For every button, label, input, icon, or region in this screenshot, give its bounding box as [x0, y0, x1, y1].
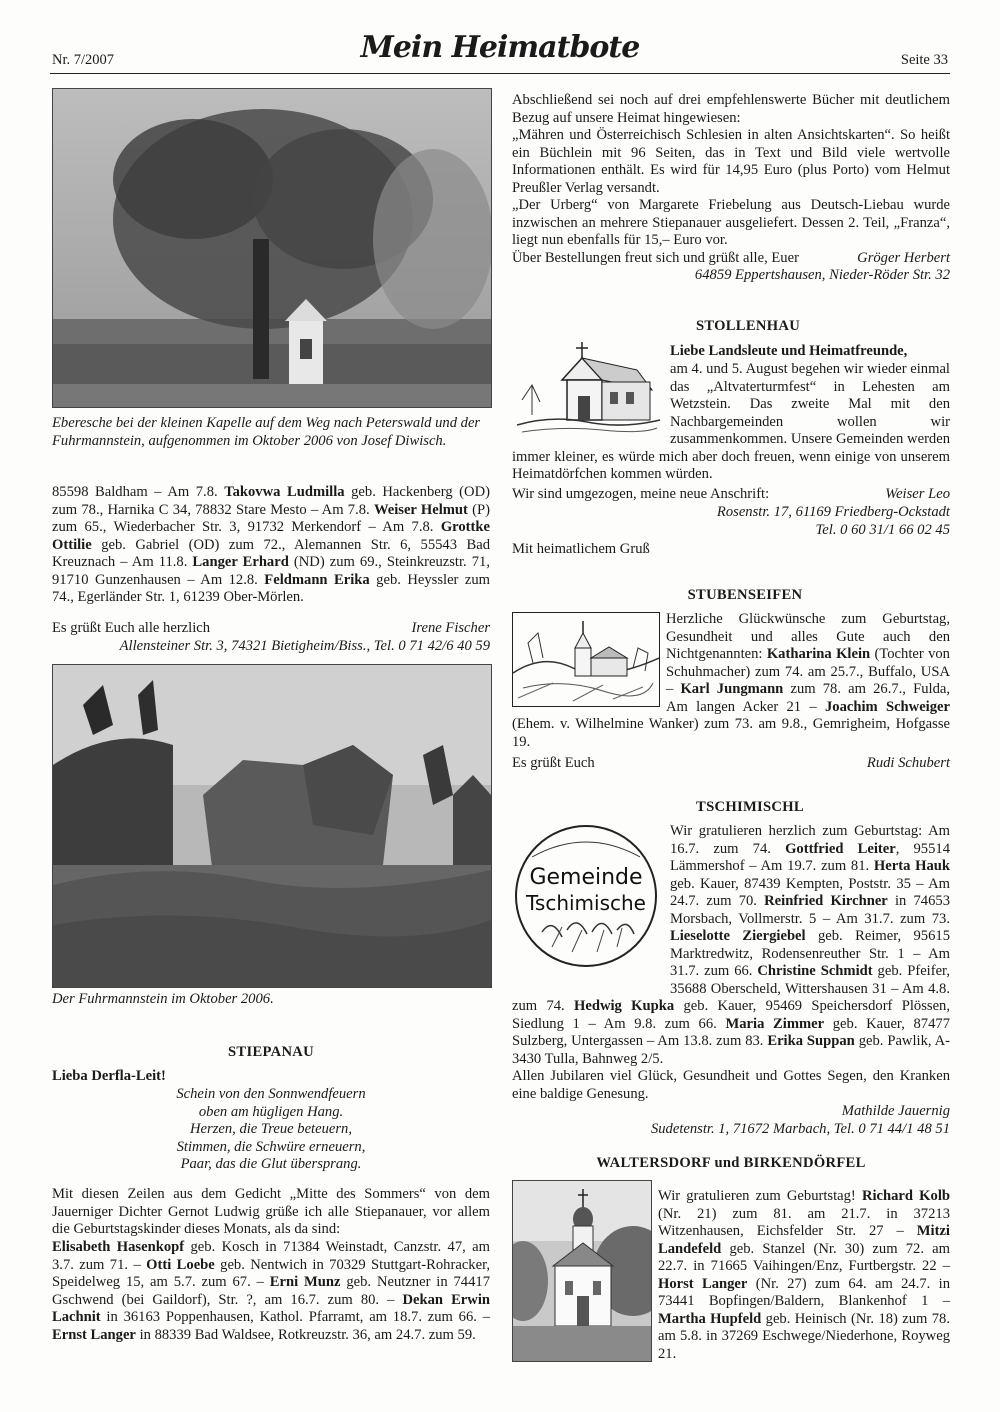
stollenhau-moved: Wir sind umgezogen, meine neue Anschrift:: [512, 486, 770, 502]
stollenhau-signature: Weiser Leo: [885, 486, 950, 502]
books-p3: „Der Urberg“ von Margarete Friebelung aus Deutsch-Liebau wurde inzwischen an mehrere Stiepanauer ausgeliefert. Dessen 2. Teil, „Franza“, liegt nun ebenfalls für 15,– Euro vor.: [512, 197, 950, 248]
poem-line: oben am hügligen Hang.: [198, 1103, 344, 1120]
poem-line: Herzen, die Treue beteuern,: [190, 1121, 352, 1137]
photo-tree-chapel: [52, 88, 492, 408]
stollenhau-tel: Tel. 0 60 31/1 66 02 45: [815, 522, 950, 538]
stiepanau-intro: Mit diesen Zeilen aus dem Gedicht „Mitte des Sommers“ von dem Jauerniger Dichter Gernot Ludwig grüße ich alle Stiepanauer, vor allem die Geburtstagskinder dieses Monats, als da sind:: [52, 1186, 490, 1237]
page-number: Seite 33: [900, 52, 948, 68]
svg-text:Gemeinde: Gemeinde: [529, 865, 643, 890]
stiepanau-title: STIEPANAU: [228, 1044, 314, 1060]
tschimischl-address: Sudetenstr. 1, 71672 Marbach, Tel. 0 71 44/1 48 51: [650, 1120, 950, 1137]
tschimischl-wish: Allen Jubilaren viel Glück, Gesundheit und Gottes Segen, den Kranken eine baldige Genesung.: [512, 1068, 950, 1102]
photo-fuhrmannstein: [52, 664, 492, 988]
stollenhau-salutation: Liebe Landsleute und Heimatfreunde,: [670, 343, 908, 359]
stiepanau-birthday-list: Elisabeth Hasenkopf geb. Kosch in 71384 Weinstadt, Canzstr. 47, am 3.7. zum 71. – Otti Loebe geb. Nentwich in 70329 Stuttgart-Rohracker, Speidelweg 15, am 5.7. zum 67. – Erni Munz geb. Neutzner in 74417 Gschwend (bei Gaildorf), Str. ?, am 16.7. zum 80. – Dekan Erwin Lachnit in 36163 Poppenhausen, Kathol. Pfarramt, am 18.7. zum 66. – Ernst Langer in 88339 Bad Waldsee, Rotkreuzstr. 36, am 24.7. zum 59.: [52, 1239, 490, 1343]
books-p1: Abschließend sei noch auf drei empfehlenswerte Bücher mit deutlichem Bezug auf unsere Heimat hingewiesen:: [512, 92, 950, 126]
stubenseifen-title: STUBENSEIFEN: [687, 587, 803, 603]
books-p4: Über Bestellungen freut sich und grüßt alle, Euer: [512, 249, 799, 266]
stollenhau-moved-row: [512, 486, 950, 504]
masthead-title: Mein Heimatbote: [360, 30, 640, 65]
greeting-signature: Irene Fischer: [411, 620, 490, 636]
poem-line: Stimmen, die Schwüre erneuern,: [176, 1138, 366, 1155]
greeting-row: [52, 620, 490, 638]
greeting-address: Allensteiner Str. 3, 74321 Bietigheim/Biss., Tel. 0 71 42/6 40 59: [119, 638, 490, 654]
waltersdorf-body: Wir gratulieren zum Geburtstag! Richard Kolb (Nr. 21) zum 81. am 21.7. in 37213 Witzenhausen, Eichsfelder Str. 27 – Mitzi Landefeld geb. Stanzel (Nr. 30) zum 72. am 22.7. in 71665 Vaihingen/Enz, Furtbergstr. 22 – Horst Langer (Nr. 27) zum 64. am 24.7. in 73441 Bopfingen/Baldern, Blankenhof 1 – Martha Hupfeld geb. Heinisch (Nr. 18) zum 78. am 5.8. in 37269 Eschwege/Niederhone, Royweg 21.: [658, 1188, 950, 1362]
stubenseifen-body: Herzliche Glückwünsche zum Geburtstag, Gesundheit und alles Gute auch den Nichtgenannten: Katharina Klein (Tochter von Schuhmacher) zum 74. am 25.7., Buffalo, USA – Karl Jungmann zum 78. am 26.7., Fulda, Am langen Acker 21 – Joachim Schweiger (Ehem. v. Wilhelmine Wanker) zum 73. am 9.8., Gemrigheim, Hofgasse 19.: [512, 611, 951, 750]
stubenseifen-greeting: Es grüßt Euch: [512, 755, 595, 771]
books-signature: Gröger Herbert: [857, 249, 950, 266]
issue-number: Nr. 7/2007: [52, 52, 115, 68]
tschimischl-title: TSCHIMISCHL: [696, 799, 804, 815]
header-rule: [50, 73, 950, 74]
stollenhau-closing: Mit heimatlichem Gruß: [512, 541, 650, 557]
photo2-caption: Der Fuhrmannstein im Oktober 2006.: [52, 991, 274, 1007]
stubenseifen-signature: Rudi Schubert: [866, 755, 950, 771]
tschimischl-body: Wir gratulieren herzlich zum Geburtstag: Am 16.7. zum 74. Gottfried Leiter, 95514 Lämmershof – Am 19.7. zum 81. Herta Hauk geb. Kauer, 87439 Kempten, Poststr. 35 – Am 24.7. zum 70. Reinfried Kirchner in 74653 Morsbach, Vollmerstr. 5 – Am 31.7. zum 73. Lieselotte Ziergiebel geb. Reimer, 95615 Marktredwitz, Rodensenreuther Str. 1 – Am 31.7. zum 66. Christine Schmidt geb. Pfeifer, 35688 Oberscheld, Wittershausen 31 – Am 4.8. zum 74. Hedwig Kupka geb. Kauer, 95469 Speichersdorf Plössen, Siedlung 1 – Am 9.8. zum 66. Maria Zimmer geb. Kauer, 87477 Sulzberg, Untergassen – Am 13.8. zum 83. Erika Suppan geb. Pawlik, A-3430 Tulla, Bahnweg 2/5. Allen Jubilaren viel Glück, Gesundheit und Gottes Segen, den Kranken eine baldige Genesung. Mathilde Jauernig Sudetenstr. 1, 71672 Marbach, Tel. 0 71 44/1 48 51: [512, 823, 950, 1137]
stollenhau-address: Rosenstr. 17, 61169 Friedberg-Ockstadt: [716, 504, 950, 520]
books-recommendation: [512, 92, 950, 285]
waltersdorf-title: WALTERSDORF und BIRKENDÖRFEL: [596, 1155, 866, 1171]
stollenhau-body: am 4. und 5. August begehen wir wieder einmal das „Altvaterturmfest“ in Lehesten am Wetzstein. Das zweite Mal mit den Nachbargemeinden wollen wir zusammenkommen. Unsere Gemeinden werden immer kleiner, es würde mich aber doch freuen, wenn einige von unserem Heimatdörfchen kommen würden.: [512, 361, 950, 482]
books-p2: „Mähren und Österreichisch Schlesien in alten Ansichtskarten“. So heißt ein Büchlein mit 96 Seiten, das in Text und Bild viele wertvolle Informationen enthält. Es wird für 14,95 Euro (plus Porto) vom Helmut Preußler Verlag versandt.: [512, 127, 950, 196]
photo-waltersdorf-chapel: [512, 1180, 652, 1362]
photo1-caption: Eberesche bei der kleinen Kapelle auf dem Weg nach Peterswald und der Fuhrmannstein, aufgenommen im Oktober 2006 von Josef Diwisch.: [52, 415, 481, 449]
books-address: 64859 Eppertshausen, Nieder-Röder Str. 32: [694, 267, 950, 283]
greeting-text: Es grüßt Euch alle herzlich: [52, 620, 211, 636]
stiepanau-poem: [52, 1086, 490, 1174]
tschimischl-signature: Mathilde Jauernig: [841, 1103, 950, 1119]
stollenhau-title: STOLLENHAU: [695, 318, 801, 334]
birthday-list-paragraph: 85598 Baldham – Am 7.8. Takovwa Ludmilla geb. Hackenberg (OD) zum 78., Harnika C 34, 78832 Stare Mesto – Am 7.8. Weiser Helmut (P) zum 65., Wiederbacher Str. 3, 91732 Merkendorf – Am 7.8. Grottke Ottilie geb. Gabriel (OD) zum 72., Alemannen Str. 6, 55543 Bad Kreuznach – Am 11.8. Langer Erhard (ND) zum 69., Steinkreuzstr. 71, 91710 Gunzenhausen – Am 12.8. Feldmann Erika geb. Heyssler zum 74., Egerländer Str. 1, 61239 Ober-Mörlen.: [52, 484, 491, 605]
stiepanau-salutation: Lieba Derfla-Leit!: [52, 1068, 166, 1084]
stubenseifen-greeting-row: [512, 755, 950, 773]
poem-line: Paar, das die Glut übersprang.: [180, 1156, 362, 1172]
poem-line: Schein von den Sonnwendfeuern: [176, 1086, 366, 1102]
svg-text:Tschimische: Tschimische: [526, 891, 646, 915]
